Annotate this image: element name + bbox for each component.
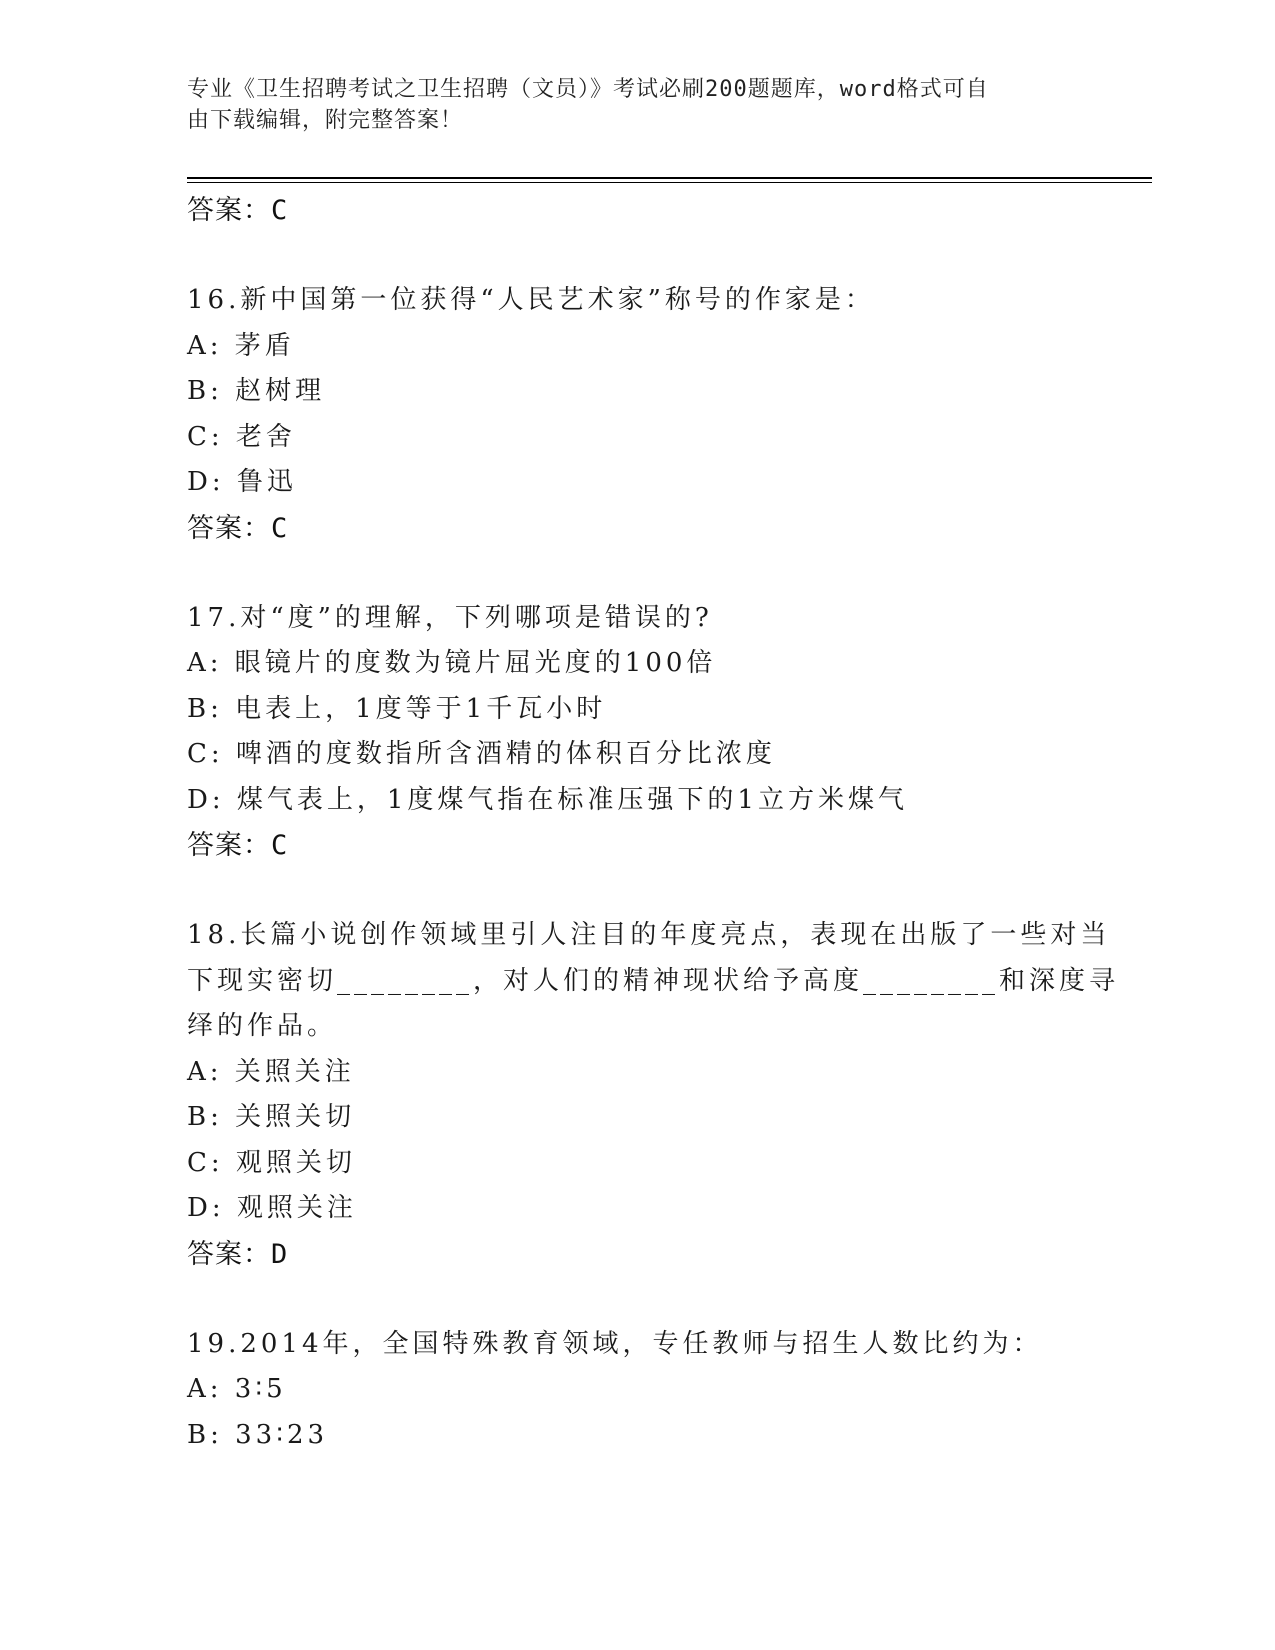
question-stem bbox=[187, 1322, 1087, 1368]
option-b: B: 33∶23 bbox=[187, 1419, 329, 1450]
question-stem-line: 19.2014年，全国特殊教育领域，专任教师与招生人数比约为： bbox=[187, 1328, 1043, 1359]
header-line-1: 专业《卫生招聘考试之卫生招聘（文员）》考试必刷200题题库，word格式可自 bbox=[187, 77, 989, 102]
option-a: A: 茅盾 bbox=[187, 330, 295, 361]
document-header bbox=[187, 74, 1067, 136]
header-divider-thick bbox=[187, 177, 1152, 179]
option-c: C: 老舍 bbox=[187, 421, 296, 452]
question-18 bbox=[187, 913, 1120, 1277]
spacer bbox=[187, 868, 1087, 913]
question-19 bbox=[187, 1322, 1087, 1459]
answer-line: 答案：C bbox=[187, 512, 289, 544]
option-d: D: 煤气表上，1度煤气指在标准压强下的1立方米煤气 bbox=[187, 784, 908, 815]
spacer bbox=[187, 233, 1087, 278]
option-c: C: 观照关切 bbox=[187, 1147, 356, 1178]
option-a: A: 关照关注 bbox=[187, 1056, 355, 1087]
option-d: D: 鲁迅 bbox=[187, 467, 297, 497]
spacer bbox=[187, 551, 1087, 596]
question-stem-line: 18.长篇小说创作领域里引人注目的年度亮点，表现在出版了一些对当 bbox=[187, 920, 1111, 950]
question-stem-line: 16.新中国第一位获得“人民艺术家”称号的作家是： bbox=[187, 285, 875, 315]
question-stem bbox=[187, 913, 1120, 1050]
question-stem-line: 17.对“度”的理解，下列哪项是错误的? bbox=[187, 602, 713, 633]
answer-line: 答案：D bbox=[187, 1238, 289, 1270]
option-c: C: 啤酒的度数指所含酒精的体积百分比浓度 bbox=[187, 739, 776, 769]
answer-line: 答案：C bbox=[187, 830, 289, 861]
option-d: D: 观照关注 bbox=[187, 1193, 357, 1223]
question-stem-line: 绎的作品。 bbox=[187, 1011, 338, 1041]
question-stem bbox=[187, 278, 1087, 324]
question-stem bbox=[187, 596, 1087, 642]
spacer bbox=[187, 1277, 1087, 1322]
question-17 bbox=[187, 596, 1087, 869]
option-b: B: 电表上，1度等于1千瓦小时 bbox=[187, 693, 607, 724]
option-b: B: 赵树理 bbox=[187, 376, 326, 406]
question-stem-line: 下现实密切________，对人们的精神现状给予高度________和深度寻 bbox=[187, 965, 1120, 996]
answer-line: 答案：C bbox=[187, 195, 289, 226]
option-a: A: 眼镜片的度数为镜片屈光度的100倍 bbox=[187, 648, 717, 678]
option-b: B: 关照关切 bbox=[187, 1102, 356, 1132]
question-16 bbox=[187, 278, 1087, 551]
option-a: A: 3∶5 bbox=[187, 1374, 287, 1404]
header-line-2: 由下载编辑，附完整答案！ bbox=[187, 108, 464, 133]
question-list bbox=[187, 188, 1120, 1458]
header-divider-thin bbox=[187, 182, 1152, 183]
